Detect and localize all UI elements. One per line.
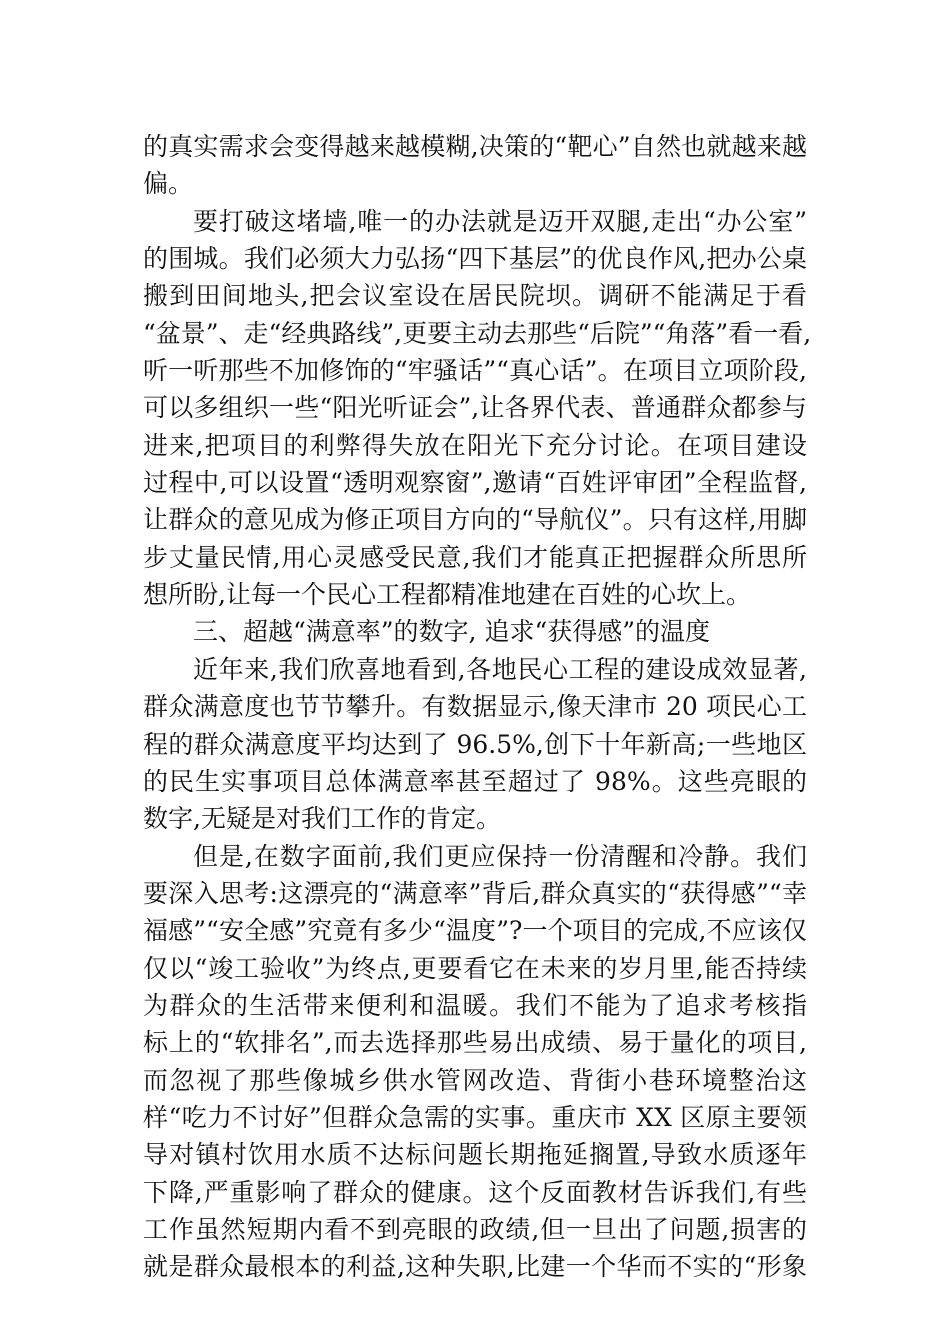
text-line: 为群众的生活带来便利和温暖。我们不能为了追求考核指 bbox=[143, 990, 807, 1020]
text-line: 想所盼,让每一个民心工程都精准地建在百姓的心坎上。 bbox=[143, 580, 751, 610]
text-line: 导对镇村饮用水质不达标问题长期拖延搁置,导致水质逐年 bbox=[143, 1140, 807, 1170]
text-line: 数字,无疑是对我们工作的肯定。 bbox=[143, 804, 501, 834]
text-line: 搬到田间地头,把会议室设在居民院坝。调研不能满足于看 bbox=[143, 281, 807, 311]
text-line: 程的群众满意度平均达到了 96.5%,创下十年新高;一些地区 bbox=[143, 729, 807, 759]
text-line: 而忽视了那些像城乡供水管网改造、背街小巷环境整治这 bbox=[143, 1065, 807, 1095]
text-line: 让群众的意见成为修正项目方向的“导航仪”。只有这样,用脚 bbox=[143, 505, 807, 535]
text-line: 要深入思考:这漂亮的“满意率”背后,群众真实的“获得感”“幸 bbox=[143, 878, 807, 908]
text-line: 标上的“软排名”,而去选择那些易出成绩、易于量化的项目, bbox=[143, 1028, 807, 1058]
text-line: 仅以“竣工验收”为终点,更要看它在未来的岁月里,能否持续 bbox=[143, 953, 807, 983]
text-line: 的民生实事项目总体满意率甚至超过了 98%。这些亮眼的 bbox=[143, 766, 807, 796]
text-line: 群众满意度也节节攀升。有数据显示,像天津市 20 项民心工 bbox=[143, 692, 807, 722]
text-line: 听一听那些不加修饰的“牢骚话”“真心话”。在项目立项阶段, bbox=[143, 356, 807, 386]
text-line: 进来,把项目的利弊得失放在阳光下充分讨论。在项目建设 bbox=[143, 430, 807, 460]
text-line: 的围城。我们必须大力弘扬“四下基层”的优良作风,把办公桌 bbox=[143, 244, 807, 274]
text-line: 样“吃力不讨好”但群众急需的实事。重庆市 XX 区原主要领 bbox=[143, 1102, 807, 1132]
text-line: 步丈量民情,用心灵感受民意,我们才能真正把握群众所思所 bbox=[143, 542, 807, 572]
section-heading: 三、超越“满意率”的数字, 追求“获得感”的温度 bbox=[193, 617, 711, 647]
text-line: 偏。 bbox=[143, 169, 194, 199]
text-line: 过程中,可以设置“透明观察窗”,邀请“百姓评审团”全程监督, bbox=[143, 468, 807, 498]
text-line: “盆景”、走“经典路线”,更要主动去那些“后院”“角落”看一看, bbox=[143, 318, 812, 348]
text-line: 的真实需求会变得越来越模糊,决策的“靶心”自然也就越来越 bbox=[143, 132, 807, 161]
document-body bbox=[143, 128, 812, 1286]
text-line: 工作虽然短期内看不到亮眼的政绩,但一旦出了问题,损害的 bbox=[143, 1214, 807, 1244]
text-line: 可以多组织一些“阳光听证会”,让各界代表、普通群众都参与 bbox=[143, 393, 807, 423]
text-line: 福感”“安全感”究竟有多少“温度”?一个项目的完成,不应该仅 bbox=[143, 916, 807, 946]
text-line: 下降,严重影响了群众的健康。这个反面教材告诉我们,有些 bbox=[143, 1177, 807, 1207]
text-line: 要打破这堵墙,唯一的办法就是迈开双腿,走出“办公室” bbox=[193, 206, 807, 236]
text-line: 就是群众最根本的利益,这种失职,比建一个华而不实的“形象 bbox=[143, 1252, 807, 1282]
text-line: 但是,在数字面前,我们更应保持一份清醒和冷静。我们 bbox=[193, 841, 807, 871]
text-line: 近年来,我们欣喜地看到,各地民心工程的建设成效显著, bbox=[193, 654, 807, 684]
